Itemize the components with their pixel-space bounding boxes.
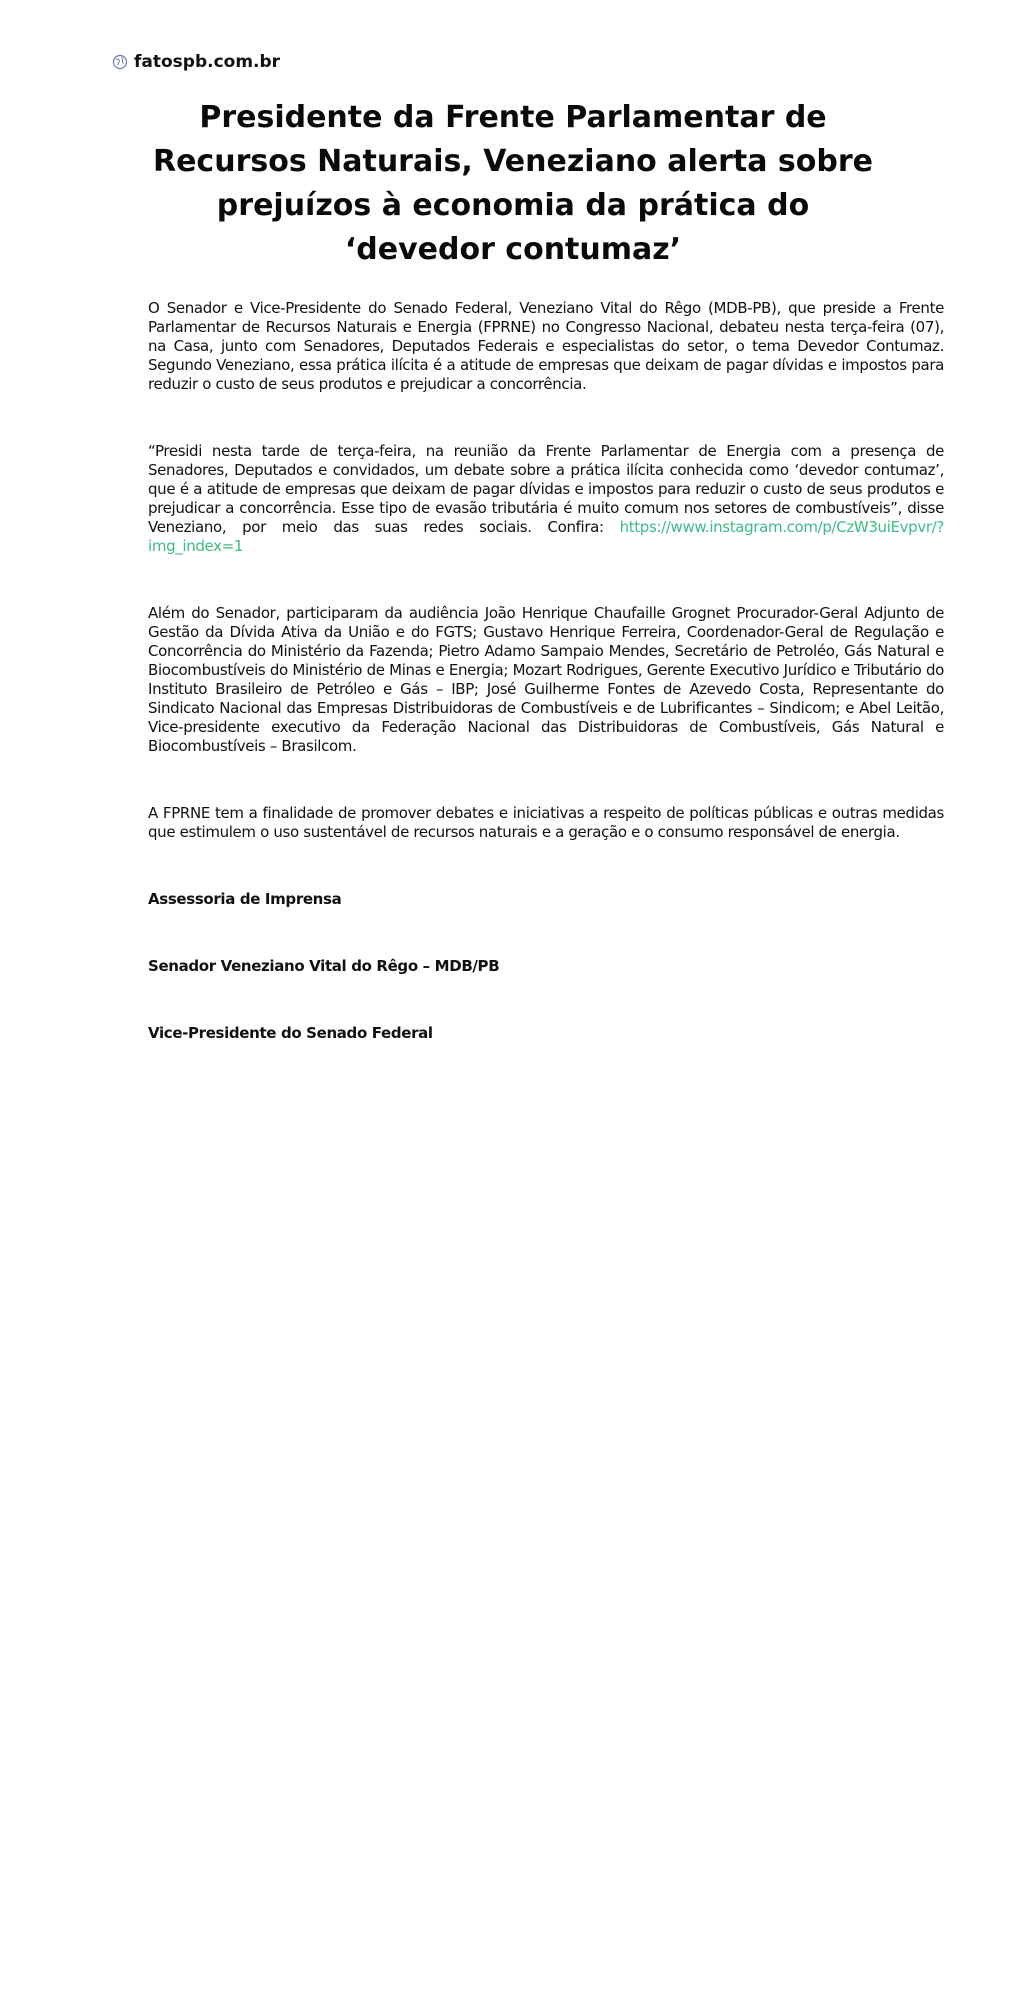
signature-press-office: Assessoria de Imprensa xyxy=(148,890,342,908)
quote-text: “Presidi nesta tarde de terça-feira, na reunião da Frente Parlamentar de Energia com a presença de Senadores, Deputados e convidados, um debate sobre a prática ilícita conhecida como ‘devedor contumaz’, que é a atitude de empresas que deixam de pagar dívidas e impostos para reduzir o custo de seus produtos e prejudicar a concorrência. Esse tipo de evasão tributária é muito comum nos setores de combustíveis”, disse Veneziano, por meio das suas redes sociais. Confira: xyxy=(148,442,944,536)
signature-senator: Senador Veneziano Vital do Rêgo – MDB/PB xyxy=(148,957,500,975)
article-paragraph: Além do Senador, participaram da audiência João Henrique Chaufaille Grognet Procurador-Geral Adjunto de Gestão da Dívida Ativa da União e do FGTS; Gustavo Henrique Ferreira, Coordenador-Geral de Regulação e Concorrência do Ministério da Fazenda; Pietro Adamo Sampaio Mendes, Secretário de Petroléo, Gás Natural e Biocombustíveis do Ministério de Minas e Energia; Mozart Rodrigues, Gerente Executivo Jurídico e Tributário do Instituto Brasileiro de Petróleo e Gás – IBP; José Guilherme Fontes de Azevedo Costa, Representante do Sindicato Nacional das Empresas Distribuidoras de Combustíveis e de Lubrificantes – Sindicom; e Abel Leitão, Vice-presidente executivo da Federação Nacional das Distribuidoras de Combustíveis, Gás Natural e Biocombustíveis – Brasilcom. xyxy=(148,604,944,755)
globe-icon xyxy=(112,54,128,70)
instagram-link[interactable]: https://www.instagram.com/p/CzW3uiEvpvr/?img_index=1 xyxy=(148,518,944,555)
article-paragraph: O Senador e Vice-Presidente do Senado Federal, Veneziano Vital do Rêgo (MDB-PB), que preside a Frente Parlamentar de Recursos Naturais e Energia (FPRNE) no Congresso Nacional, debateu nesta terça-feira (07), na Casa, junto com Senadores, Deputados Federais e especialistas do setor, o tema Devedor Contumaz. Segundo Veneziano, essa prática ilícita é a atitude de empresas que deixam de pagar dívidas e impostos para reduzir o custo de seus produtos e prejudicar a concorrência. xyxy=(148,299,944,393)
article-paragraph-quote xyxy=(148,442,944,556)
article-paragraph: A FPRNE tem a finalidade de promover debates e iniciativas a respeito de políticas públicas e outras medidas que estimulem o uso sustentável de recursos naturais e a geração e o consumo responsável de energia. xyxy=(148,804,944,841)
article-body xyxy=(148,299,944,1043)
page-title: Presidente da Frente Parlamentar de Recursos Naturais, Veneziano alerta sobre prejuízos à economia da prática do ‘devedor contumaz’ xyxy=(152,100,874,267)
signature-role: Vice-Presidente do Senado Federal xyxy=(148,1024,433,1042)
site-name[interactable]: fatospb.com.br xyxy=(134,52,281,72)
site-header xyxy=(112,52,280,72)
